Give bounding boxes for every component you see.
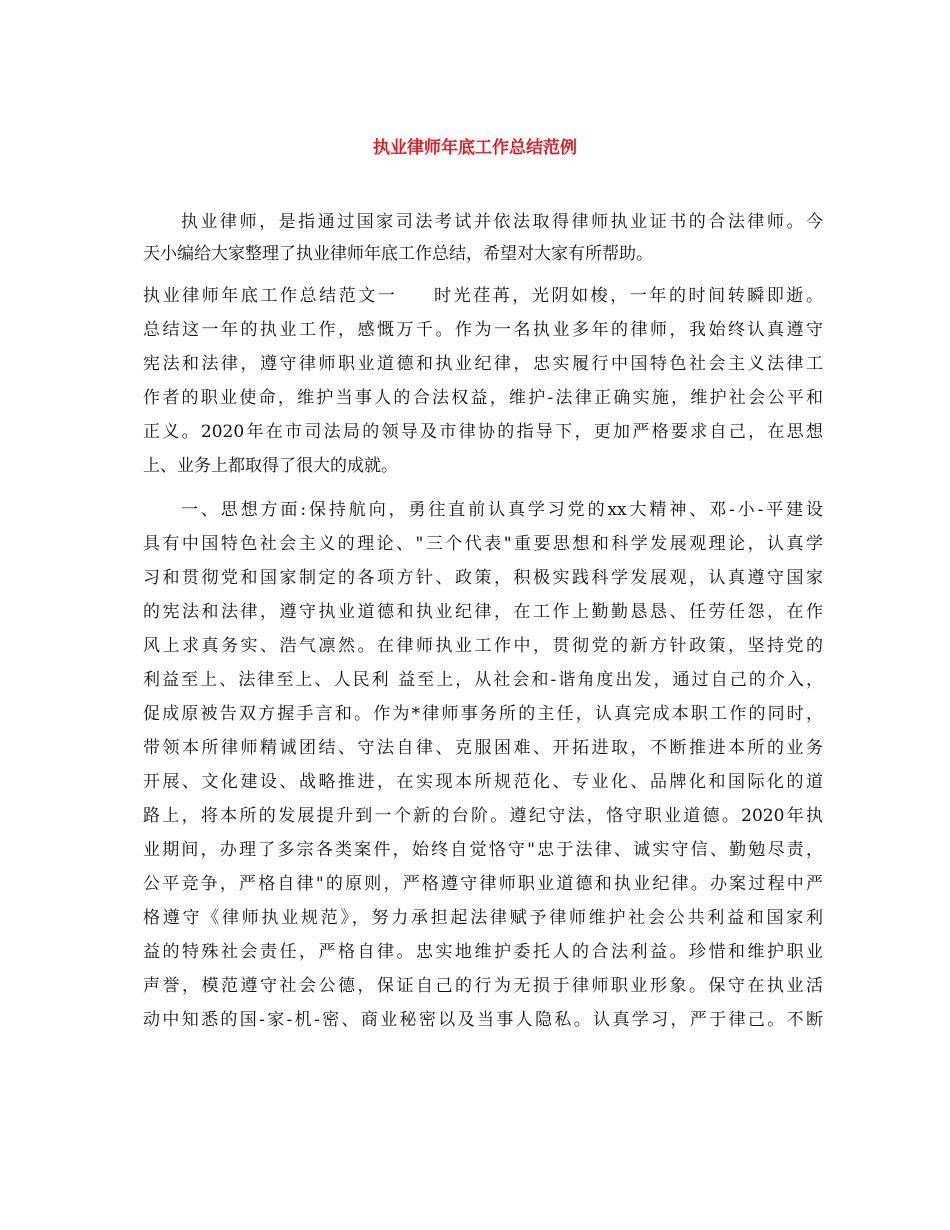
section-heading: 执业律师年底工作总结范文一 — [143, 286, 398, 306]
body-line: 利益至上、法律至上、人民利 益至上，从社会和-谐角度出发，通过自己的介入， — [143, 670, 823, 690]
body-line: 声誉，模范遵守社会公德，保证自己的行为无损于律师职业形象。保守在执业活 — [143, 976, 823, 996]
body-line: 公平竞争，严格自律"的原则，严格遵守律师职业道德和执业纪律。办案过程中严 — [143, 874, 823, 894]
body-line: 动中知悉的国-家-机-密、商业秘密以及当事人隐私。认真学习，严于律己。不断 — [143, 1010, 823, 1030]
body-line: 业期间，办理了多宗各类案件，始终自觉恪守"忠于法律、诚实守信、勤勉尽责， — [143, 840, 823, 860]
body-line: 执业律师，是指通过国家司法考试并依法取得律师执业证书的合法律师。今 — [181, 212, 823, 232]
body-line: 益的特殊社会责任，严格自律。忠实地维护委托人的合法利益。珍惜和维护职业 — [143, 942, 823, 962]
body-line: 路上，将本所的发展提升到一个新的台阶。遵纪守法，恪守职业道德。2020年执 — [143, 806, 823, 826]
body-line: 一、思想方面:保持航向，勇往直前认真学习党的xx大精神、邓-小-平建设 — [181, 500, 823, 520]
body-line: 带领本所律师精诚团结、守法自律、克服困难、开拓进取，不断推进本所的业务 — [143, 738, 823, 758]
document-title: 执业律师年底工作总结范例 — [373, 138, 577, 158]
body-line: 正义。2020年在市司法局的领导及市律协的指导下，更加严格要求自己，在思想 — [143, 422, 823, 442]
body-line: 促成原被告双方握手言和。作为*律师事务所的主任，认真完成本职工作的同时， — [143, 704, 823, 724]
body-line: 总结这一年的执业工作，感慨万千。作为一名执业多年的律师，我始终认真遵守 — [143, 320, 823, 340]
body-text: 时光荏苒，光阴如梭，一年的时间转瞬即逝。 — [431, 286, 823, 306]
body-line: 具有中国特色社会主义的理论、"三个代表"重要思想和科学发展观理论，认真学 — [143, 534, 823, 554]
body-line-combined — [143, 280, 823, 312]
body-line: 的宪法和法律，遵守执业道德和执业纪律，在工作上勤勤恳恳、任劳任怨，在作 — [143, 602, 823, 622]
body-line: 天小编给大家整理了执业律师年底工作总结，希望对大家有所帮助。 — [143, 244, 653, 264]
body-line: 风上求真务实、浩气凛然。在律师执业工作中，贯彻党的新方针政策，坚持党的 — [143, 636, 823, 656]
body-line: 宪法和法律，遵守律师职业道德和执业纪律，忠实履行中国特色社会主义法律工 — [143, 354, 823, 374]
body-line: 上、业务上都取得了很大的成就。 — [143, 456, 398, 476]
body-line: 习和贯彻党和国家制定的各项方针、政策，积极实践科学发展观，认真遵守国家 — [143, 568, 823, 588]
body-line: 作者的职业使命，维护当事人的合法权益，维护-法律正确实施，维护社会公平和 — [143, 388, 823, 408]
body-line: 格遵守《律师执业规范》，努力承担起法律赋予律师维护社会公共利益和国家利 — [143, 908, 823, 928]
body-line: 开展、文化建设、战略推进，在实现本所规范化、专业化、品牌化和国际化的道 — [143, 772, 823, 792]
